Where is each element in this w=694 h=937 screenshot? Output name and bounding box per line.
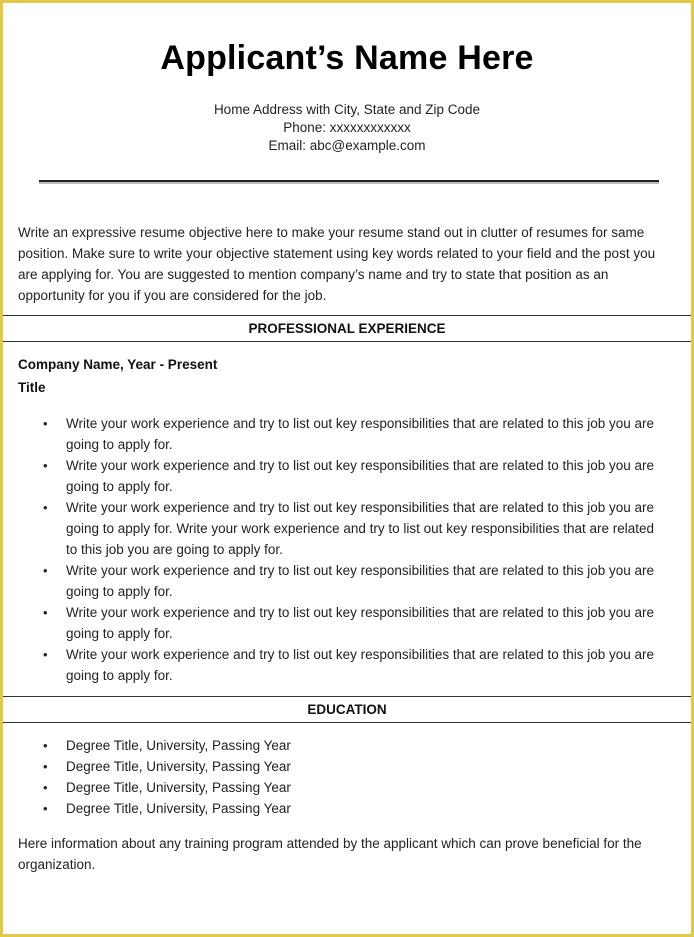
list-item <box>3 735 666 756</box>
list-item <box>3 602 666 644</box>
bullet-icon: • <box>43 605 48 620</box>
bullet-icon: • <box>43 738 48 753</box>
phone: Phone: xxxxxxxxxxxx <box>283 120 411 135</box>
header-divider <box>39 180 659 182</box>
training-paragraph: Here information about any training program attended by the applicant which can prove beneficial for the organization. <box>18 836 642 872</box>
list-item-text: Write your work experience and try to list out key responsibilities that are related to this job you are going to apply for. <box>66 563 655 599</box>
list-item-text: Write your work experience and try to list out key responsibilities that are related to this job you are going to apply for. Write your work experience and try to list out key responsibilities that are related to this job you are going to apply for. <box>66 500 655 557</box>
bullet-icon: • <box>43 458 48 473</box>
section-heading-education: EDUCATION <box>3 696 691 723</box>
list-item <box>3 560 666 602</box>
list-item-text: Write your work experience and try to list out key responsibilities that are related to this job you are going to apply for. <box>66 605 655 641</box>
list-item-text: Degree Title, University, Passing Year <box>66 780 291 795</box>
list-item-text: Write your work experience and try to list out key responsibilities that are related to this job you are going to apply for. <box>66 647 655 683</box>
bullet-icon: • <box>43 500 48 515</box>
list-item-text: Degree Title, University, Passing Year <box>66 801 291 816</box>
list-item-text: Degree Title, University, Passing Year <box>66 759 291 774</box>
bullet-icon: • <box>43 801 48 816</box>
applicant-name: Applicant’s Name Here <box>160 39 534 77</box>
objective-paragraph: Write an expressive resume objective here to make your resume stand out in clutter of resumes for same position. Make sure to write your objective statement using key words related to your field and the post you are applying for. You are suggested to mention company’s name and try to state that position as an opportunity for you if you are considered for the job. <box>18 225 656 303</box>
bullet-icon: • <box>43 780 48 795</box>
bullet-icon: • <box>43 759 48 774</box>
company-line: Company Name, Year - Present <box>18 357 218 372</box>
list-item <box>3 497 666 560</box>
list-item <box>3 644 666 686</box>
bullet-icon: • <box>43 563 48 578</box>
email: Email: abc@example.com <box>268 138 426 153</box>
list-item-text: Write your work experience and try to list out key responsibilities that are related to this job you are going to apply for. <box>66 416 655 452</box>
list-item <box>3 413 666 455</box>
list-item <box>3 777 666 798</box>
list-item <box>3 455 666 497</box>
bullet-icon: • <box>43 647 48 662</box>
list-item <box>3 798 666 819</box>
section-heading-experience: PROFESSIONAL EXPERIENCE <box>3 315 691 342</box>
education-list <box>3 735 691 819</box>
job-title: Title <box>18 380 46 395</box>
list-item-text: Write your work experience and try to list out key responsibilities that are related to this job you are going to apply for. <box>66 458 655 494</box>
bullet-icon: • <box>43 416 48 431</box>
experience-list <box>3 413 691 686</box>
list-item-text: Degree Title, University, Passing Year <box>66 738 291 753</box>
home-address: Home Address with City, State and Zip Code <box>213 102 481 117</box>
list-item <box>3 756 666 777</box>
